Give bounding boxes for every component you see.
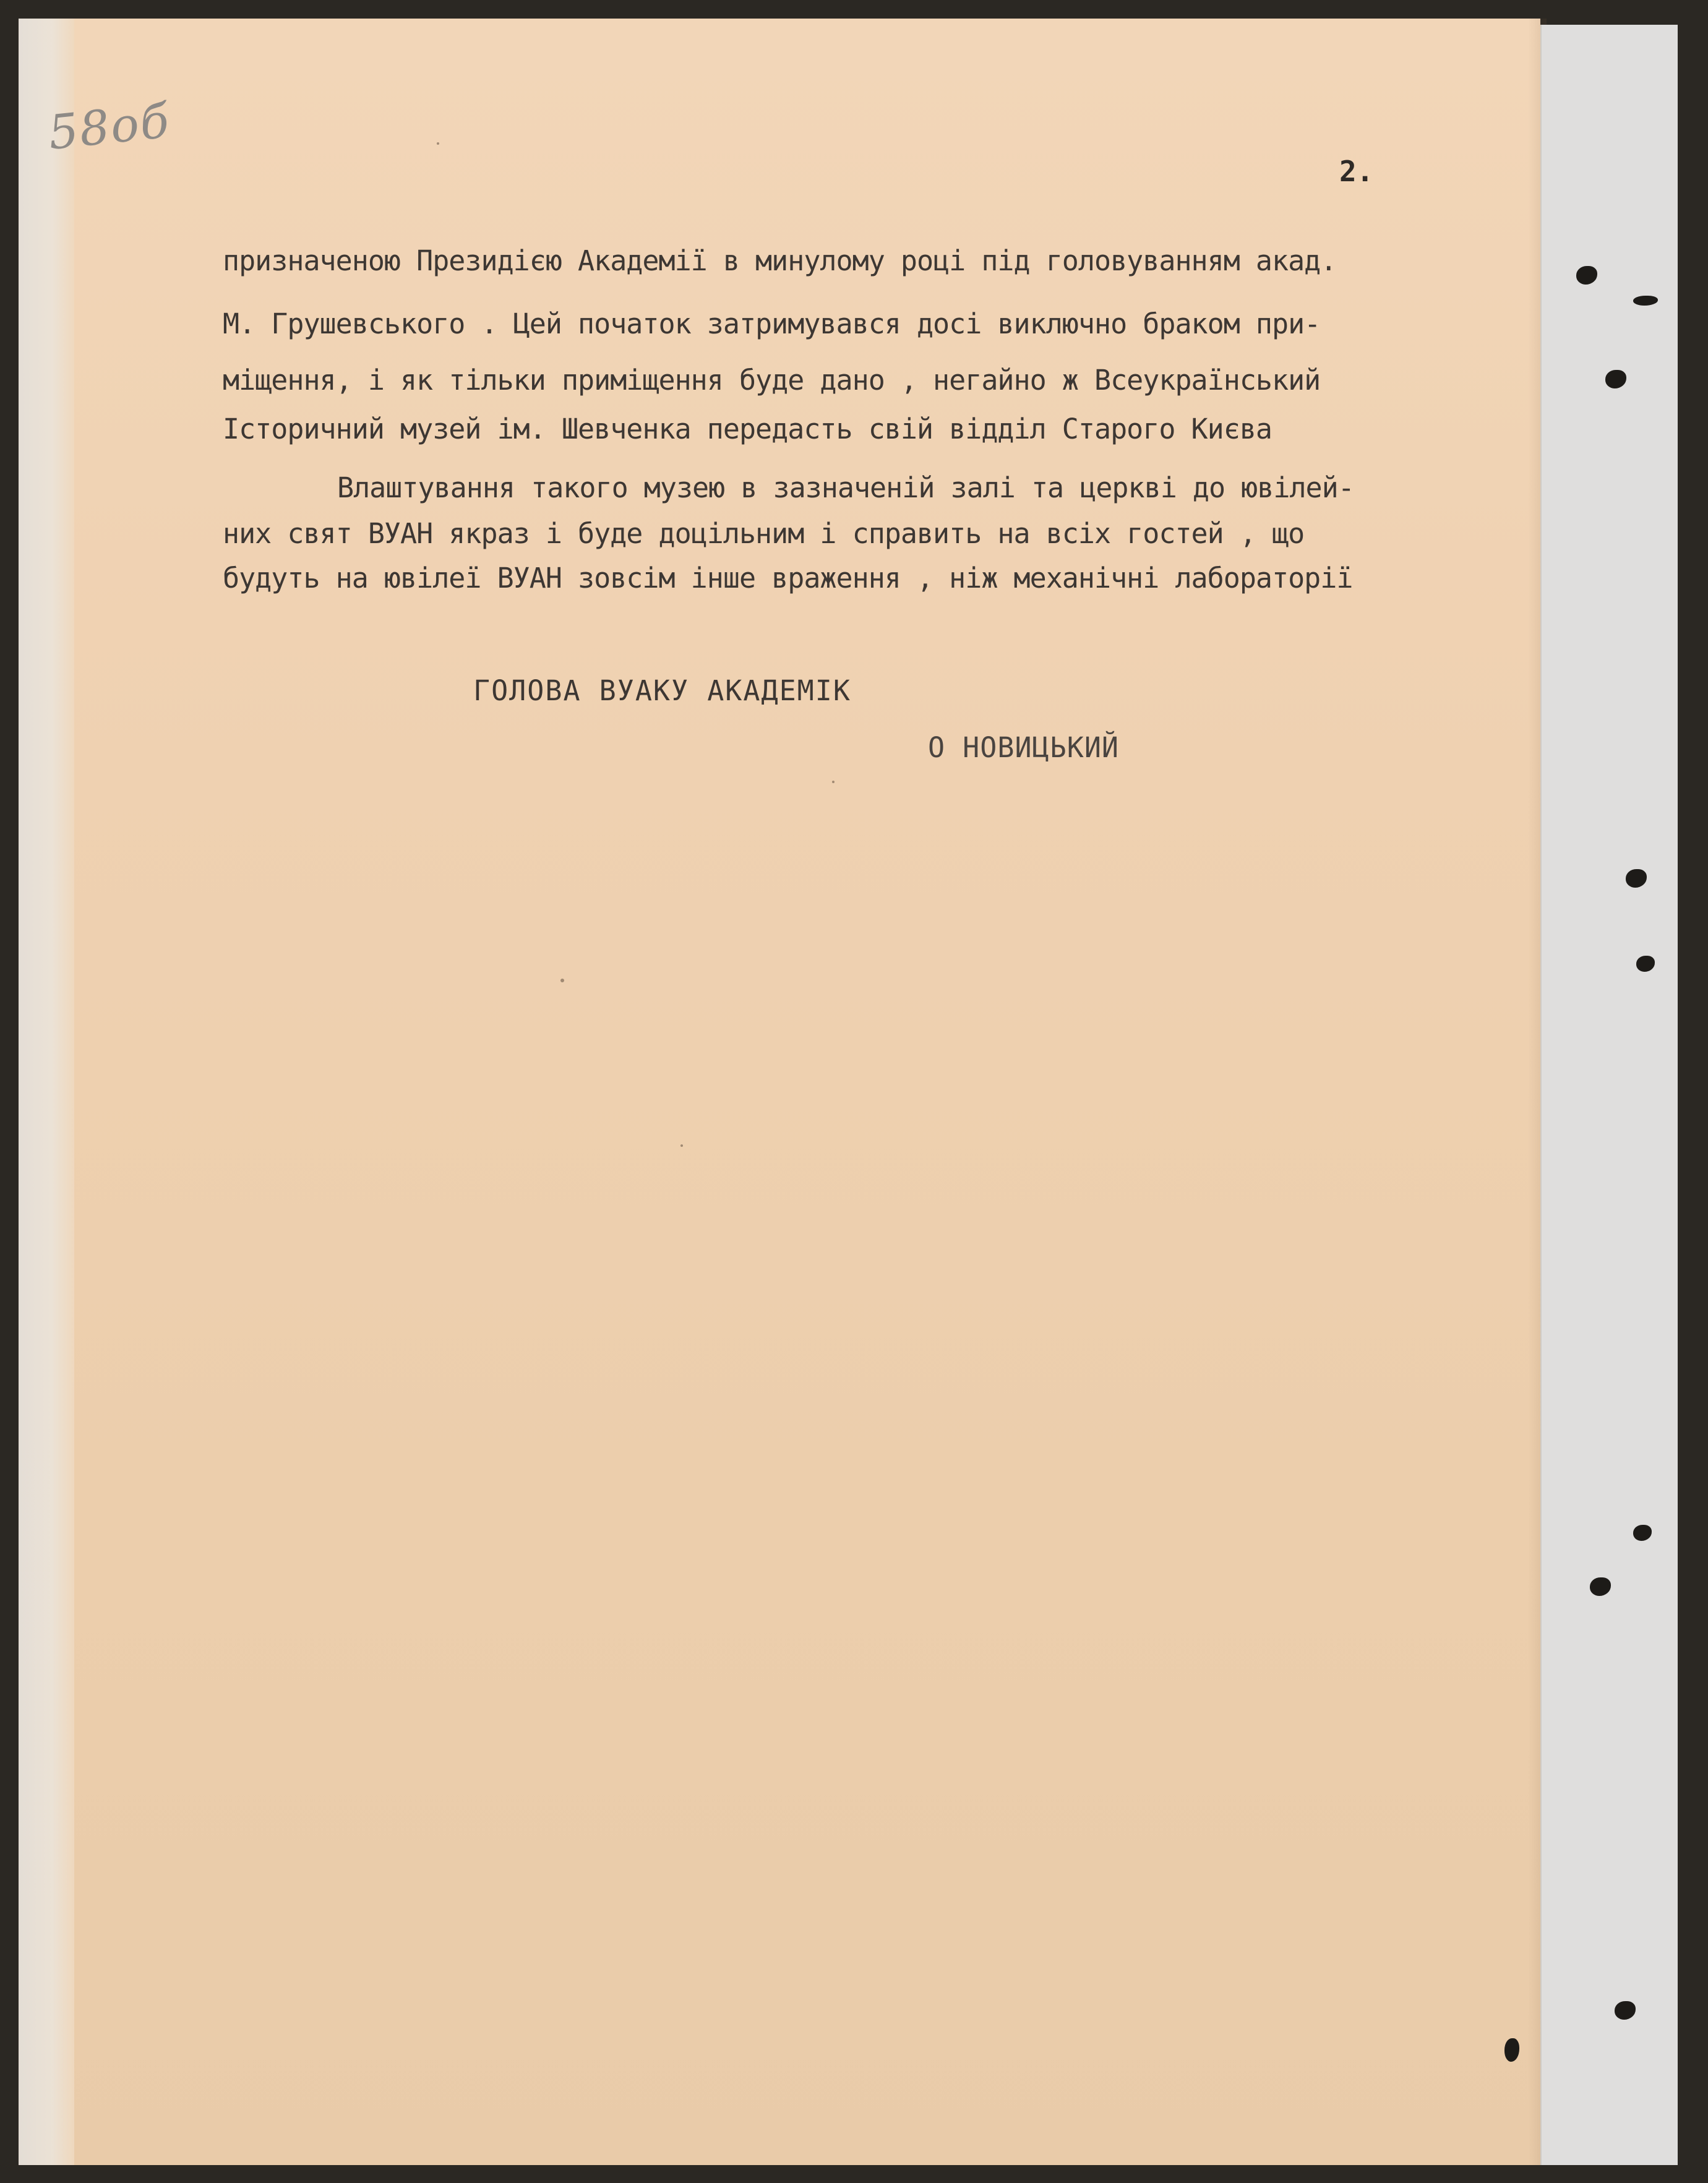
archive-pencil-number: 58об: [45, 92, 173, 161]
paper-speck: [560, 979, 564, 982]
paper-speck: [832, 781, 835, 783]
binding-strip-left: [19, 19, 74, 2165]
paper-speck: [437, 142, 439, 145]
signature-name: О НОВИЦЬКИЙ: [928, 731, 1120, 764]
page-number: 2.: [1339, 155, 1374, 188]
paper-speck: [680, 1144, 683, 1147]
body-line: Влаштування такого музею в зазначеній залі та церкві до ювілей-: [337, 471, 1354, 504]
paper-sheet: [19, 19, 1540, 2165]
body-line: них свят ВУАН якраз і буде доцільним і справить на всіх гостей , що: [223, 517, 1305, 550]
body-line: міщення, і як тільки приміщення буде дано , негайно ж Всеукраїнський: [223, 364, 1321, 397]
body-line: Історичний музей ім. Шевченка передасть свій відділ Старого Києва: [223, 413, 1272, 445]
signature-title: ГОЛОВА ВУАКУ АКАДЕМІК: [473, 674, 851, 707]
mounting-strip-right: [1540, 25, 1678, 2165]
body-line: М. Грушевського . Цей початок затримувався досі виключно браком при-: [223, 307, 1321, 340]
body-line: будуть на ювілеї ВУАН зовсім інше враження , ніж механічні лабораторії: [223, 562, 1353, 594]
body-line: призначеною Президією Академії в минулому році під головуванням акад.: [223, 244, 1337, 277]
